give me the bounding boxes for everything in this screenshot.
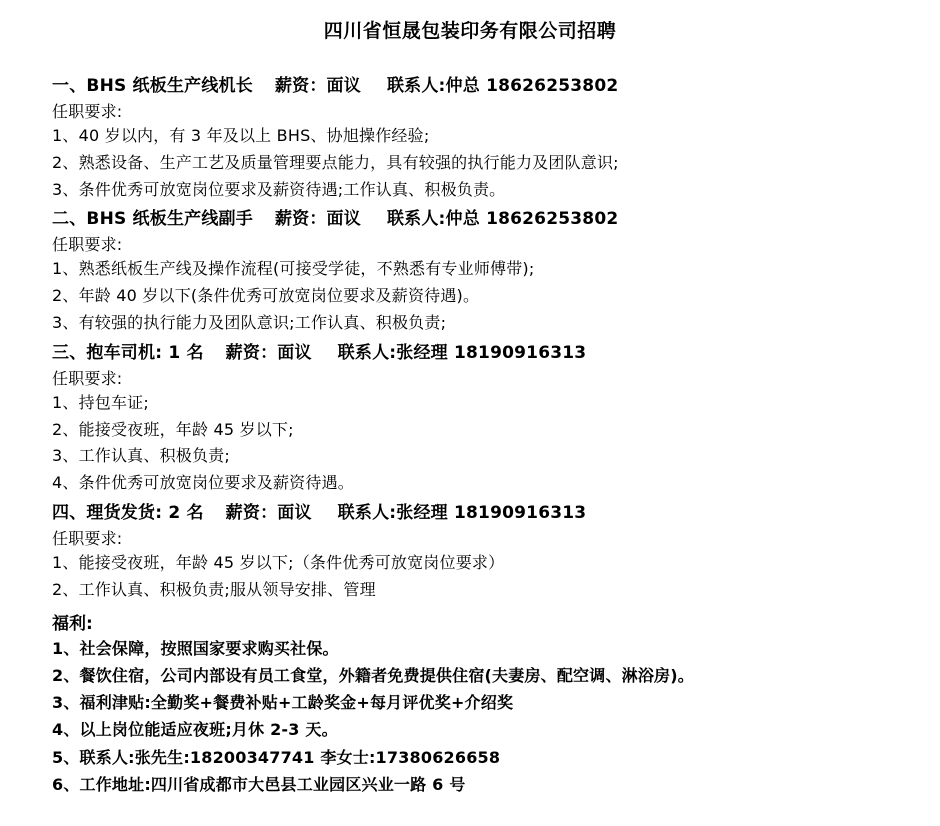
- job-index-3: 三、: [52, 342, 87, 363]
- job-title-1: BHS 纸板生产线机长: [86, 76, 253, 96]
- requirements-label-4: 任职要求:: [52, 528, 123, 548]
- welfare-item: 5、联系人:张先生:18200347741 李女士:17380626658: [52, 747, 501, 767]
- job-contact-2: 联系人:仲总 18626253802: [386, 209, 619, 230]
- job-section-4: [52, 498, 920, 603]
- welfare-item: 1、社会保障，按照国家要求购买社保。: [52, 638, 339, 658]
- requirement-item: 2、熟悉设备、生产工艺及质量管理要点能力，具有较强的执行能力及团队意识;: [52, 152, 619, 172]
- requirements-label-1: 任职要求:: [52, 102, 123, 121]
- job-contact-4: 联系人:张经理 18190916313: [337, 502, 587, 523]
- page-title: 四川省恒晟包装印务有限公司招聘: [323, 20, 617, 42]
- welfare-section: [52, 609, 920, 798]
- job-salary-1: 薪资：面议: [274, 76, 361, 96]
- job-index-2: 二、: [52, 209, 87, 230]
- welfare-item: 3、福利津贴:全勤奖+餐费补贴+工龄奖金+每月评优奖+介绍奖: [52, 693, 514, 713]
- requirements-label-2: 任职要求:: [52, 235, 123, 255]
- requirement-item: 2、能接受夜班，年龄 45 岁以下;: [52, 419, 294, 439]
- welfare-item: 4、以上岗位能适应夜班;月休 2-3 天。: [52, 720, 338, 740]
- requirement-item: 1、40 岁以内，有 3 年及以上 BHS、协旭操作经验;: [52, 126, 430, 145]
- job-contact-3: 联系人:张经理 18190916313: [337, 342, 587, 363]
- document-body: [0, 53, 940, 797]
- requirement-item: 2、年龄 40 岁以下(条件优秀可放宽岗位要求及薪资待遇)。: [52, 286, 480, 306]
- job-section-1: [52, 71, 920, 202]
- welfare-item: 2、餐饮住宿，公司内部设有员工食堂，外籍者免费提供住宿(夫妻房、配空调、淋浴房)。: [52, 665, 694, 685]
- job-title-3: 抱车司机: 1 名: [86, 342, 204, 363]
- welfare-item: 6、工作地址:四川省成都市大邑县工业园区兴业一路 6 号: [52, 774, 466, 794]
- welfare-label: 福利:: [52, 613, 93, 634]
- job-heading-4: [52, 498, 920, 523]
- job-index-4: 四、: [52, 502, 87, 523]
- requirement-item: 3、有较强的执行能力及团队意识;工作认真、积极负责;: [52, 312, 447, 332]
- job-section-2: [52, 204, 920, 335]
- requirement-item: 3、条件优秀可放宽岗位要求及薪资待遇;工作认真、积极负责。: [52, 179, 506, 199]
- requirement-item: 4、条件优秀可放宽岗位要求及薪资待遇。: [52, 473, 354, 493]
- requirements-label-3: 任职要求:: [52, 368, 123, 388]
- job-title-4: 理货发货: 2 名: [86, 502, 204, 523]
- requirement-item: 1、熟悉纸板生产线及操作流程(可接受学徒，不熟悉有专业师傅带);: [52, 259, 535, 279]
- job-index-1: 一、: [52, 76, 87, 96]
- job-heading-2: [52, 204, 920, 229]
- job-salary-4: 薪资：面议: [225, 502, 312, 523]
- job-heading-3: [52, 338, 920, 363]
- job-contact-1: 联系人:仲总 18626253802: [386, 76, 619, 96]
- job-salary-2: 薪资：面议: [274, 209, 361, 230]
- job-section-3: [52, 338, 920, 496]
- requirement-item: 3、工作认真、积极负责;: [52, 446, 230, 466]
- requirement-item: 2、工作认真、积极负责;服从领导安排、管理: [52, 579, 376, 599]
- requirement-item: 1、持包车证;: [52, 392, 149, 412]
- job-title-2: BHS 纸板生产线副手: [86, 209, 253, 230]
- job-heading-1: [52, 71, 920, 96]
- job-salary-3: 薪资：面议: [225, 342, 312, 363]
- requirement-item: 1、能接受夜班，年龄 45 岁以下;（条件优秀可放宽岗位要求）: [52, 552, 505, 572]
